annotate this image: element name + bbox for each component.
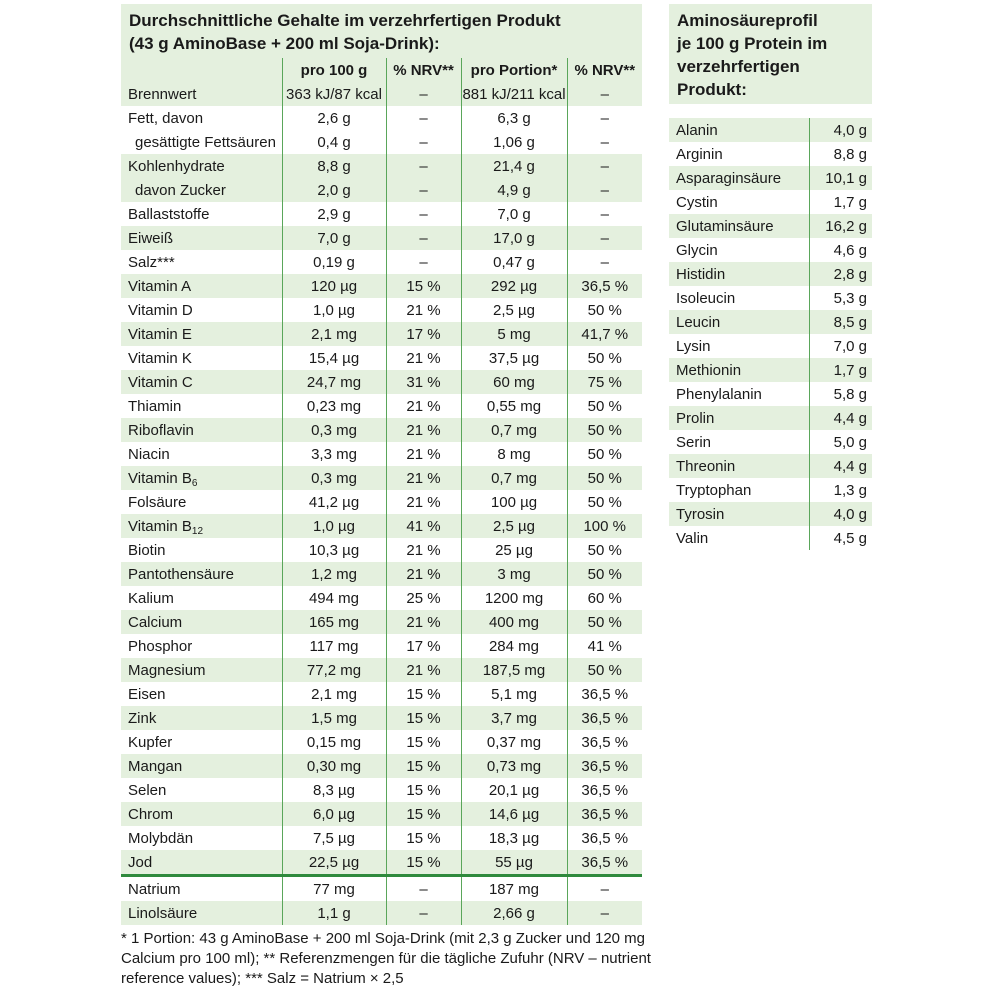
value-per-portion: 21,4 g — [461, 154, 567, 178]
nutrient-label: Chrom — [121, 802, 282, 826]
nutrient-label: Pantothensäure — [121, 562, 282, 586]
nrv-per-portion: – — [567, 226, 642, 250]
value-per-100g: 1,1 g — [282, 901, 386, 925]
nutrient-label: Linolsäure — [121, 901, 282, 925]
column-header-per-100g: pro 100 g — [282, 58, 386, 82]
nutrient-label: Biotin — [128, 541, 166, 559]
nutrient-label: Salz*** — [128, 253, 175, 271]
value-per-100g: 120 µg — [282, 274, 386, 298]
nrv-per-portion: – — [567, 178, 642, 202]
nutrition-row — [121, 346, 642, 370]
value-per-100g: 3,3 mg — [282, 442, 386, 466]
nutrient-label: davon Zucker — [121, 178, 282, 202]
value-per-portion: 20,1 µg — [461, 778, 567, 802]
nutrition-row — [121, 298, 642, 322]
nrv-per-100g: – — [386, 250, 461, 274]
nutrition-row — [121, 850, 642, 876]
value-per-100g: 0,15 mg — [282, 730, 386, 754]
nrv-per-100g: 21 % — [386, 466, 461, 490]
value-per-portion: 37,5 µg — [461, 346, 567, 370]
amino-acid-label: Tyrosin — [669, 502, 809, 526]
amino-acid-label: Tryptophan — [676, 481, 752, 499]
nrv-per-portion: 50 % — [567, 298, 642, 322]
nrv-per-100g: 41 % — [386, 514, 461, 538]
nutrient-label: Kupfer — [128, 733, 173, 751]
nutrient-label: Natrium — [121, 876, 282, 902]
amino-acid-value: 4,4 g — [809, 406, 872, 430]
nutrition-title-line2: (43 g AminoBase + 200 ml Soja-Drink): — [129, 34, 440, 53]
column-header-per-portion: pro Portion* — [461, 58, 567, 82]
value-per-portion: 18,3 µg — [461, 826, 567, 850]
value-per-portion: 400 mg — [461, 610, 567, 634]
nutrition-row — [121, 876, 642, 902]
value-per-100g: 10,3 µg — [282, 538, 386, 562]
nrv-per-100g: 21 % — [386, 610, 461, 634]
nrv-per-portion: 50 % — [567, 490, 642, 514]
nrv-per-100g: – — [386, 876, 461, 902]
value-per-portion: 5 mg — [461, 322, 567, 346]
value-per-100g: 0,3 mg — [282, 418, 386, 442]
amino-title-line: Aminosäureprofil — [677, 11, 818, 30]
nrv-per-100g: – — [386, 82, 461, 106]
nrv-per-100g: – — [386, 130, 461, 154]
nrv-per-100g: 15 % — [386, 706, 461, 730]
amino-acid-value: 5,0 g — [809, 430, 872, 454]
nrv-per-100g: 15 % — [386, 274, 461, 298]
amino-row — [669, 142, 872, 166]
nutrient-label: Phosphor — [128, 637, 193, 655]
nrv-per-portion: 50 % — [567, 538, 642, 562]
nrv-per-portion: 50 % — [567, 346, 642, 370]
nrv-per-100g: 21 % — [386, 394, 461, 418]
amino-profile-table — [669, 118, 872, 550]
footnote — [121, 929, 661, 989]
amino-acid-value: 7,0 g — [809, 334, 872, 358]
value-per-100g: 0,30 mg — [282, 754, 386, 778]
nrv-per-portion: – — [567, 876, 642, 902]
nutrition-row — [121, 610, 642, 634]
nutrient-label: Niacin — [128, 445, 170, 463]
nutrition-row — [121, 778, 642, 802]
amino-acid-value: 1,3 g — [809, 478, 872, 502]
nrv-per-portion: 36,5 % — [567, 706, 642, 730]
nutrition-title-line1: Durchschnittliche Gehalte im verzehrfertigen Produkt — [129, 11, 561, 30]
amino-acid-value: 4,4 g — [809, 454, 872, 478]
nutrition-row — [121, 826, 642, 850]
nrv-per-100g: 21 % — [386, 562, 461, 586]
amino-row — [669, 166, 872, 190]
amino-acid-value: 8,5 g — [809, 310, 872, 334]
value-per-portion: 5,1 mg — [461, 682, 567, 706]
nrv-per-portion: – — [567, 901, 642, 925]
value-per-100g: 1,0 µg — [282, 514, 386, 538]
nutrition-row — [121, 178, 642, 202]
nutrient-label: Vitamin E — [121, 322, 282, 346]
nutrient-label: Brennwert — [121, 82, 282, 106]
value-per-portion: 2,66 g — [461, 901, 567, 925]
nutrient-label: Vitamin K — [128, 349, 192, 367]
value-per-portion: 0,7 mg — [461, 466, 567, 490]
value-per-portion: 55 µg — [461, 850, 567, 876]
value-per-100g: 8,3 µg — [282, 778, 386, 802]
nutrient-label: gesättigte Fettsäuren — [135, 133, 276, 151]
nutrition-row — [121, 370, 642, 394]
nutrition-row — [121, 682, 642, 706]
nrv-per-100g: 15 % — [386, 850, 461, 876]
nutrient-label: Folsäure — [128, 493, 187, 511]
nrv-per-portion: 50 % — [567, 562, 642, 586]
nrv-per-portion: 50 % — [567, 418, 642, 442]
nrv-per-100g: – — [386, 901, 461, 925]
nutrient-label: Vitamin $B_{12}$ — [121, 514, 282, 538]
nutrient-label: Zink — [121, 706, 282, 730]
amino-row — [669, 310, 872, 334]
nutrition-row — [121, 82, 642, 106]
amino-acid-label: Asparaginsäure — [669, 166, 809, 190]
amino-acid-label: Phenylalanin — [676, 385, 762, 403]
value-per-portion: 284 mg — [461, 634, 567, 658]
nutrient-label: Eiweiß — [121, 226, 282, 250]
value-per-portion: 187,5 mg — [461, 658, 567, 682]
nrv-per-100g: – — [386, 106, 461, 130]
nutrient-label: Jod — [121, 850, 282, 876]
amino-row — [669, 526, 872, 550]
value-per-100g: 494 mg — [282, 586, 386, 610]
value-per-100g: 77,2 mg — [282, 658, 386, 682]
value-per-portion: 0,47 g — [461, 250, 567, 274]
nutrition-row — [121, 730, 642, 754]
nutrition-row — [121, 634, 642, 658]
value-per-portion: 17,0 g — [461, 226, 567, 250]
nrv-per-portion: – — [567, 82, 642, 106]
nutrition-row — [121, 658, 642, 682]
value-per-100g: 2,1 mg — [282, 682, 386, 706]
amino-row — [669, 118, 872, 142]
amino-acid-label: Serin — [676, 433, 712, 451]
nrv-per-portion: – — [567, 106, 642, 130]
amino-row — [669, 502, 872, 526]
header-label-cell — [121, 58, 282, 82]
nutrient-label: Calcium — [121, 610, 282, 634]
amino-row — [669, 382, 872, 406]
nutrition-header-row — [121, 58, 642, 82]
value-per-100g: 15,4 µg — [282, 346, 386, 370]
nrv-per-100g: – — [386, 154, 461, 178]
nutrition-table-title — [121, 4, 642, 58]
nutrient-label: Riboflavin — [121, 418, 282, 442]
nutrient-label: Thiamin — [128, 397, 182, 415]
footnote-line: * 1 Portion: 43 g AminoBase + 200 ml Soja-Drink (mit 2,3 g Zucker und 120 mg — [121, 930, 646, 947]
nrv-per-portion: – — [567, 130, 642, 154]
nutrition-row — [121, 466, 642, 490]
amino-title-line: verzehrfertigen — [677, 57, 800, 76]
amino-acid-value: 10,1 g — [809, 166, 872, 190]
nutrition-row — [121, 250, 642, 274]
nrv-per-100g: 15 % — [386, 802, 461, 826]
value-per-portion: 0,7 mg — [461, 418, 567, 442]
amino-row — [669, 214, 872, 238]
value-per-100g: 165 mg — [282, 610, 386, 634]
nrv-per-100g: 21 % — [386, 538, 461, 562]
amino-acid-value: 2,8 g — [809, 262, 872, 286]
nrv-per-portion: – — [567, 250, 642, 274]
nutrient-label: Mangan — [121, 754, 282, 778]
nrv-per-100g: 15 % — [386, 826, 461, 850]
nutrition-row — [121, 586, 642, 610]
amino-acid-label: Arginin — [676, 145, 723, 163]
nutrient-label: Ballaststoffe — [128, 205, 210, 223]
value-per-100g: 0,3 mg — [282, 466, 386, 490]
amino-row — [669, 358, 872, 382]
value-per-portion: 25 µg — [461, 538, 567, 562]
amino-acid-value: 4,0 g — [809, 118, 872, 142]
amino-acid-value: 5,3 g — [809, 286, 872, 310]
value-per-100g: 7,5 µg — [282, 826, 386, 850]
nrv-per-100g: 21 % — [386, 418, 461, 442]
value-per-portion: 292 µg — [461, 274, 567, 298]
amino-row — [669, 262, 872, 286]
amino-acid-label: Threonin — [669, 454, 809, 478]
value-per-100g: 117 mg — [282, 634, 386, 658]
nrv-per-100g: – — [386, 202, 461, 226]
amino-acid-label: Alanin — [669, 118, 809, 142]
value-per-portion: 187 mg — [461, 876, 567, 902]
nrv-per-100g: 15 % — [386, 778, 461, 802]
amino-row — [669, 334, 872, 358]
nutrient-label: Selen — [128, 781, 167, 799]
amino-acid-value: 1,7 g — [809, 190, 872, 214]
nrv-per-portion: – — [567, 202, 642, 226]
nrv-per-portion: 36,5 % — [567, 730, 642, 754]
nrv-per-portion: 50 % — [567, 394, 642, 418]
amino-acid-value: 1,7 g — [809, 358, 872, 382]
nutrition-row — [121, 274, 642, 298]
nrv-per-100g: 21 % — [386, 298, 461, 322]
value-per-100g: 22,5 µg — [282, 850, 386, 876]
nutrition-row — [121, 322, 642, 346]
value-per-portion: 6,3 g — [461, 106, 567, 130]
nutrient-label: Eisen — [128, 685, 166, 703]
amino-acid-label: Cystin — [676, 193, 718, 211]
nutrition-row — [121, 538, 642, 562]
nutrition-row — [121, 562, 642, 586]
nrv-per-100g: 15 % — [386, 754, 461, 778]
nutrient-label: Vitamin $B_6$ — [121, 466, 282, 490]
value-per-portion: 0,55 mg — [461, 394, 567, 418]
amino-acid-value: 4,6 g — [809, 238, 872, 262]
footnote-line: reference values); *** Salz = Natrium × 2,5 — [121, 970, 404, 987]
value-per-100g: 8,8 g — [282, 154, 386, 178]
amino-row — [669, 454, 872, 478]
value-per-100g: 0,19 g — [282, 250, 386, 274]
nutrient-label: Kohlenhydrate — [121, 154, 282, 178]
amino-title-line: je 100 g Protein im — [677, 34, 828, 53]
nrv-per-portion: 75 % — [567, 370, 642, 394]
value-per-100g: 1,2 mg — [282, 562, 386, 586]
nutrient-label: Vitamin A — [121, 274, 282, 298]
nrv-per-portion: 36,5 % — [567, 754, 642, 778]
value-per-portion: 14,6 µg — [461, 802, 567, 826]
amino-acid-label: Glutaminsäure — [669, 214, 809, 238]
value-per-100g: 77 mg — [282, 876, 386, 902]
nutrient-label: Molybdän — [128, 829, 194, 847]
nutrient-label: Fett, davon — [128, 109, 204, 127]
amino-acid-label: Histidin — [669, 262, 809, 286]
value-per-portion: 0,73 mg — [461, 754, 567, 778]
value-per-100g: 2,6 g — [282, 106, 386, 130]
value-per-100g: 2,9 g — [282, 202, 386, 226]
nrv-per-portion: 50 % — [567, 610, 642, 634]
amino-acid-value: 16,2 g — [809, 214, 872, 238]
nrv-per-100g: 15 % — [386, 682, 461, 706]
value-per-100g: 2,0 g — [282, 178, 386, 202]
nrv-per-portion: 36,5 % — [567, 802, 642, 826]
nutrition-row — [121, 802, 642, 826]
nrv-per-portion: 60 % — [567, 586, 642, 610]
nutrition-row — [121, 226, 642, 250]
nrv-per-portion: 50 % — [567, 466, 642, 490]
value-per-portion: 4,9 g — [461, 178, 567, 202]
nrv-per-100g: 15 % — [386, 730, 461, 754]
amino-row — [669, 286, 872, 310]
value-per-portion: 0,37 mg — [461, 730, 567, 754]
value-per-100g: 363 kJ/87 kcal — [282, 82, 386, 106]
value-per-portion: 7,0 g — [461, 202, 567, 226]
nrv-per-portion: 50 % — [567, 442, 642, 466]
amino-acid-label: Isoleucin — [676, 289, 736, 307]
amino-profile-title — [669, 4, 872, 104]
nrv-per-100g: 21 % — [386, 490, 461, 514]
value-per-portion: 8 mg — [461, 442, 567, 466]
amino-acid-label: Leucin — [669, 310, 809, 334]
column-header-nrv-portion: % NRV** — [567, 58, 642, 82]
nrv-per-portion: 36,5 % — [567, 826, 642, 850]
nutrient-label: Vitamin D — [128, 301, 193, 319]
nutrition-row — [121, 754, 642, 778]
value-per-portion: 2,5 µg — [461, 514, 567, 538]
amino-acid-value: 4,5 g — [809, 526, 872, 550]
nrv-per-100g: 21 % — [386, 346, 461, 370]
value-per-100g: 6,0 µg — [282, 802, 386, 826]
value-per-100g: 7,0 g — [282, 226, 386, 250]
nutrition-row — [121, 514, 642, 538]
nutrition-row — [121, 490, 642, 514]
nrv-per-100g: 17 % — [386, 634, 461, 658]
nutrition-row — [121, 106, 642, 130]
nrv-per-100g: 17 % — [386, 322, 461, 346]
value-per-portion: 1,06 g — [461, 130, 567, 154]
amino-row — [669, 430, 872, 454]
amino-acid-label: Glycin — [676, 241, 718, 259]
value-per-100g: 0,23 mg — [282, 394, 386, 418]
nutrition-row — [121, 418, 642, 442]
value-per-100g: 0,4 g — [282, 130, 386, 154]
nrv-per-portion: 50 % — [567, 658, 642, 682]
nrv-per-portion: 36,5 % — [567, 778, 642, 802]
nutrition-row — [121, 202, 642, 226]
amino-acid-value: 5,8 g — [809, 382, 872, 406]
amino-acid-label: Valin — [676, 529, 709, 547]
nrv-per-portion: 36,5 % — [567, 850, 642, 876]
nrv-per-100g: 31 % — [386, 370, 461, 394]
value-per-portion: 881 kJ/211 kcal — [461, 82, 567, 106]
nrv-per-100g: 25 % — [386, 586, 461, 610]
nutrition-row — [121, 394, 642, 418]
value-per-100g: 41,2 µg — [282, 490, 386, 514]
value-per-portion: 60 mg — [461, 370, 567, 394]
nrv-per-portion: 36,5 % — [567, 274, 642, 298]
nrv-per-portion: 41,7 % — [567, 322, 642, 346]
nrv-per-100g: 21 % — [386, 658, 461, 682]
amino-row — [669, 238, 872, 262]
value-per-100g: 2,1 mg — [282, 322, 386, 346]
amino-row — [669, 406, 872, 430]
nutrient-label: Magnesium — [121, 658, 282, 682]
value-per-100g: 1,5 mg — [282, 706, 386, 730]
value-per-100g: 24,7 mg — [282, 370, 386, 394]
amino-acid-label: Methionin — [669, 358, 809, 382]
amino-row — [669, 190, 872, 214]
nutrition-row — [121, 130, 642, 154]
amino-acid-label: Prolin — [669, 406, 809, 430]
value-per-portion: 100 µg — [461, 490, 567, 514]
nutrition-row — [121, 154, 642, 178]
value-per-portion: 3,7 mg — [461, 706, 567, 730]
value-per-100g: 1,0 µg — [282, 298, 386, 322]
footnote-line: Calcium pro 100 ml); ** Referenzmengen für die tägliche Zufuhr (NRV – nutrient — [121, 950, 651, 967]
nrv-per-100g: – — [386, 226, 461, 250]
nrv-per-portion: 36,5 % — [567, 682, 642, 706]
amino-title-line: Produkt: — [677, 80, 747, 99]
nutrition-table — [121, 58, 642, 925]
amino-acid-value: 4,0 g — [809, 502, 872, 526]
nutrition-row — [121, 901, 642, 925]
nutrient-label: Vitamin C — [121, 370, 282, 394]
nrv-per-portion: 41 % — [567, 634, 642, 658]
nutrition-row — [121, 442, 642, 466]
value-per-portion: 3 mg — [461, 562, 567, 586]
column-header-nrv-100g: % NRV** — [386, 58, 461, 82]
nrv-per-portion: – — [567, 154, 642, 178]
value-per-portion: 2,5 µg — [461, 298, 567, 322]
value-per-portion: 1200 mg — [461, 586, 567, 610]
nrv-per-100g: 21 % — [386, 442, 461, 466]
amino-acid-value: 8,8 g — [809, 142, 872, 166]
amino-row — [669, 478, 872, 502]
nutrition-row — [121, 706, 642, 730]
nrv-per-portion: 100 % — [567, 514, 642, 538]
nutrient-label: Kalium — [128, 589, 174, 607]
amino-acid-label: Lysin — [676, 337, 711, 355]
nrv-per-100g: – — [386, 178, 461, 202]
